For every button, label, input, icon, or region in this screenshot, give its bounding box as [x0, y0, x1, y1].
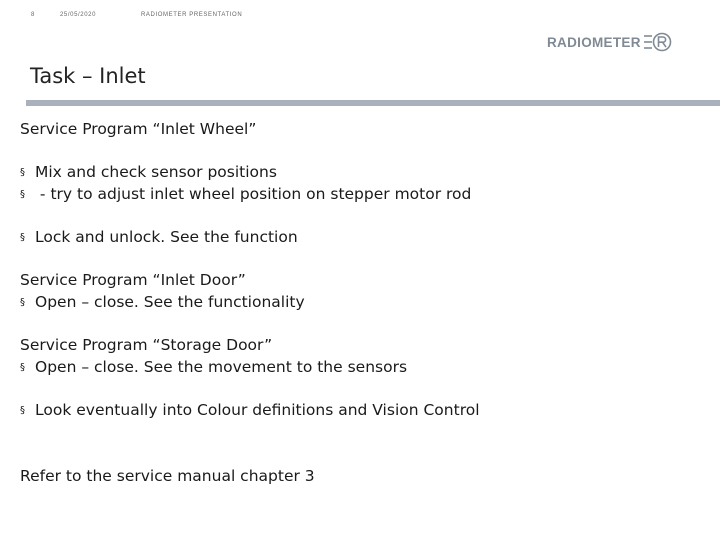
bullet-text: Lock and unlock. See the function — [35, 228, 298, 246]
body-line-text: Service Program “Storage Door” — [20, 336, 273, 354]
slide-date: 25/05/2020 — [60, 12, 97, 18]
bullet-item — [20, 226, 710, 248]
logo-text: RADIOMETER — [547, 34, 641, 50]
presentation-label: RADIOMETER PRESENTATION — [141, 12, 243, 18]
slide-title: Task – Inlet — [30, 64, 146, 88]
title-divider — [26, 100, 720, 106]
slide-number: 8 — [31, 12, 35, 18]
body-line-heading — [20, 118, 710, 140]
bullet-text: Look eventually into Colour definitions and Vision Control — [35, 401, 480, 419]
bullet-item — [20, 291, 710, 313]
bullet-text: Open – close. See the functionality — [35, 293, 305, 311]
radiometer-r-mark-icon — [643, 32, 673, 52]
bullet-icon: § — [20, 362, 25, 373]
body-line-text: Refer to the service manual chapter 3 — [20, 467, 315, 485]
bullet-icon: § — [20, 232, 25, 243]
radiometer-logo — [547, 32, 673, 52]
bullet-item — [20, 183, 710, 205]
bullet-icon: § — [20, 189, 25, 200]
body-line-heading — [20, 269, 710, 291]
bullet-item — [20, 399, 710, 421]
body-line-text: Service Program “Inlet Door” — [20, 271, 246, 289]
bullet-text: Mix and check sensor positions — [35, 163, 277, 181]
bullet-text: Open – close. See the movement to the sensors — [35, 358, 408, 376]
bullet-icon: § — [20, 297, 25, 308]
body-line-heading — [20, 334, 710, 356]
slide-body — [20, 118, 710, 487]
bullet-item — [20, 161, 710, 183]
bullet-text: - try to adjust inlet wheel position on stepper motor rod — [35, 185, 472, 203]
bullet-icon: § — [20, 405, 25, 416]
bullet-item — [20, 356, 710, 378]
body-line-text: Service Program “Inlet Wheel” — [20, 120, 257, 138]
body-line-footer — [20, 465, 710, 487]
bullet-icon: § — [20, 167, 25, 178]
